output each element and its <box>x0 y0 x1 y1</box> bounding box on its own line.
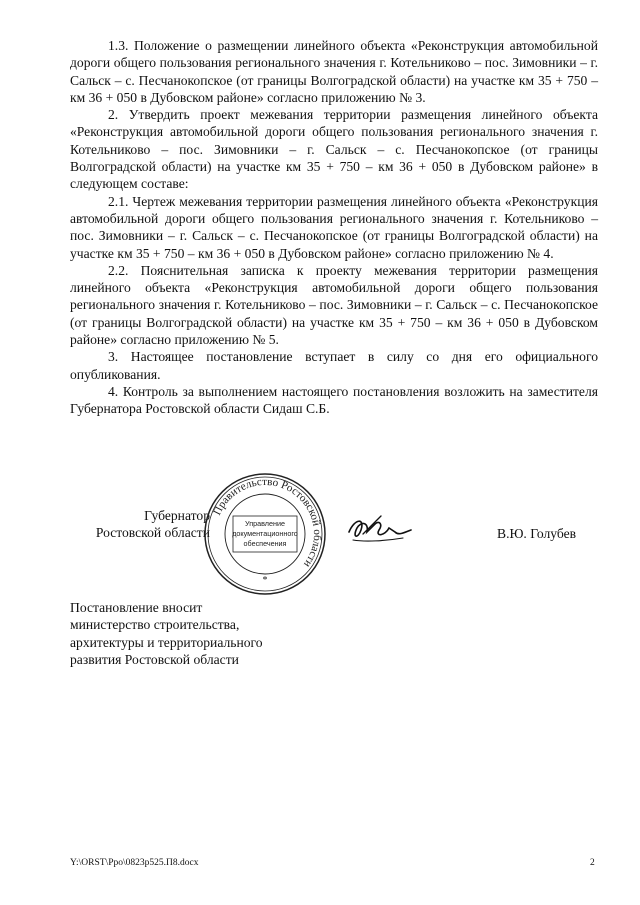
seal-inner-line1: Управление <box>245 519 285 528</box>
paragraph-2-2: 2.2. Пояснительная записка к проекту межевания территории размещения линейного объекта «Реконструкция автомобильной дороги общего пользования регионального значения г. Котельниково – пос. Зимовники – г. Сальск – с. Песчанокопское (от границы Волгоградской области) на участке км 35 + 750 – км 36 + 050 в Дубовском районе» согласно приложению № 5. <box>70 262 598 348</box>
signatory-title-line1: Губернатор <box>144 508 210 523</box>
paragraph-2: 2. Утвердить проект межевания территории размещения линейного объекта «Реконструкция автомобильной дороги общего пользования регионального значения г. Котельниково – пос. Зимовники – г. Сальск – с. Песчанокопское (от границы Волгоградской области) на участке км 35 + 750 – км 36 + 050 в Дубовском районе» в следующем составе: <box>70 107 598 192</box>
submitter-line4: развития Ростовской области <box>70 651 239 667</box>
submitter-line1: Постановление вносит <box>70 600 203 615</box>
paragraph-1-3: 1.3. Положение о размещении линейного объекта «Реконструкция автомобильной дороги общего пользования регионального значения г. Котельниково – пос. Зимовники – г. Сальск – с. Песчанокопское (от границы Волгоградской области) на участке км 35 + 750 – км 36 + 050 в Дубовском районе» согласно приложению № 3. <box>70 38 598 105</box>
document-body <box>70 37 598 418</box>
submitter-line3: архитектуры и территориального <box>70 634 263 650</box>
signatory-title-line2: Ростовской области <box>95 525 210 541</box>
seal-outer-text: Правительство Ростовской области <box>211 475 324 570</box>
seal-inner-line3: обеспечения <box>243 539 287 548</box>
seal-graphic <box>203 472 327 596</box>
signature-graphic <box>345 512 417 546</box>
paragraph-2-1: 2.1. Чертеж межевания территории размещения линейного объекта «Реконструкция автомобильной дороги общего пользования регионального значения г. Котельниково – пос. Зимовники – г. Сальск – с. Песчанокопское (от границы Волгоградской области) на участке км 35 + 750 – км 36 + 050 в Дубовском районе» согласно приложению № 4. <box>70 193 598 261</box>
submitter-block <box>70 599 370 668</box>
seal-star-icon: * <box>262 575 268 586</box>
footer-file-path: Y:\ORST\Ppo\0823p525.П8.docx <box>70 858 199 868</box>
signatory-name: В.Ю. Голубев <box>497 526 577 541</box>
signatory-title <box>70 507 210 542</box>
paragraph-4: 4. Контроль за выполнением настоящего постановления возложить на заместителя Губернатора Ростовской области Сидаш С.Б. <box>70 383 598 417</box>
paragraph-3: 3. Настоящее постановление вступает в силу со дня его официального опубликования. <box>70 349 598 382</box>
seal-inner-line2: документационного <box>232 529 298 538</box>
submitter-line2: министерство строительства, <box>70 617 240 633</box>
handwritten-signature <box>345 512 417 546</box>
official-seal <box>203 472 327 596</box>
page-number: 2 <box>590 858 595 868</box>
